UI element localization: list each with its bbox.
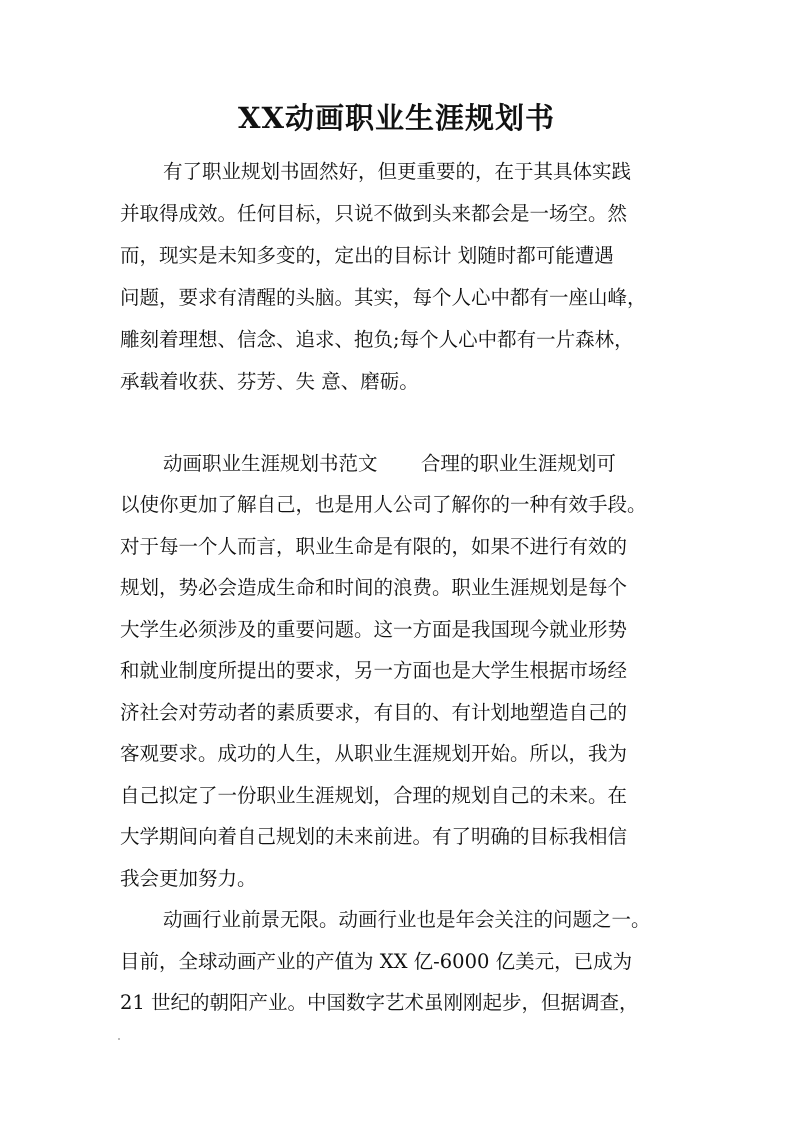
paragraph-1-line-3: 而，现实是未知多变的，定出的目标计 划随时都可能遭遇 xyxy=(120,244,614,267)
paragraph-1-line-2: 并取得成效。任何目标，只说不做到头来都会是一场空。然 xyxy=(120,202,628,225)
paragraph-2-line-1: 动画职业生涯规划书范文 合理的职业生涯规划可 xyxy=(163,452,616,475)
paragraph-2-line-3: 对于每一个人而言，职业生命是有限的，如果不进行有效的 xyxy=(120,535,628,558)
paragraph-1-line-6: 承载着收获、芬芳、失 意、磨砺。 xyxy=(120,370,419,393)
paragraph-3-line-3: 21 世纪的朝阳产业。中国数字艺术虽刚刚起步，但据调查， xyxy=(120,991,639,1014)
paragraph-1-line-1: 有了职业规划书固然好，但更重要的，在于其具体实践 xyxy=(163,160,632,183)
document-title: XX动画职业生涯规划书 xyxy=(237,101,555,135)
scan-artifact-dot xyxy=(118,1038,120,1040)
paragraph-1-line-4: 问题，要求有清醒的头脑。其实，每个人心中都有一座山峰， xyxy=(120,286,647,309)
paragraph-2-line-2: 以使你更加了解自己，也是用人公司了解你的一种有效手段。 xyxy=(120,493,647,516)
paragraph-2-line-5: 大学生必须涉及的重要问题。这一方面是我国现今就业形势 xyxy=(120,618,628,641)
paragraph-2-line-11: 我会更加努力。 xyxy=(120,867,257,890)
paragraph-2-line-6: 和就业制度所提出的要求，另一方面也是大学生根据市场经 xyxy=(120,659,628,682)
paragraph-3-line-2: 目前，全球动画产业的产值为 XX 亿-6000 亿美元，已成为 xyxy=(120,950,633,973)
paragraph-2-line-4: 规划，势必会造成生命和时间的浪费。职业生涯规划是每个 xyxy=(120,576,628,599)
paragraph-3-line-1: 动画行业前景无限。动画行业也是年会关注的问题之一。 xyxy=(163,908,651,931)
paragraph-1-line-5: 雕刻着理想、信念、追求、抱负;每个人心中都有一片森林， xyxy=(120,328,634,351)
paragraph-2-line-7: 济社会对劳动者的素质要求，有目的、有计划地塑造自己的 xyxy=(120,701,628,724)
paragraph-2-line-8: 客观要求。成功的人生，从职业生涯规划开始。所以，我为 xyxy=(120,742,628,765)
paragraph-2-line-9: 自己拟定了一份职业生涯规划，合理的规划自己的未来。在 xyxy=(120,784,628,807)
paragraph-2-line-10: 大学期间向着自己规划的未来前进。有了明确的目标我相信 xyxy=(120,825,628,848)
